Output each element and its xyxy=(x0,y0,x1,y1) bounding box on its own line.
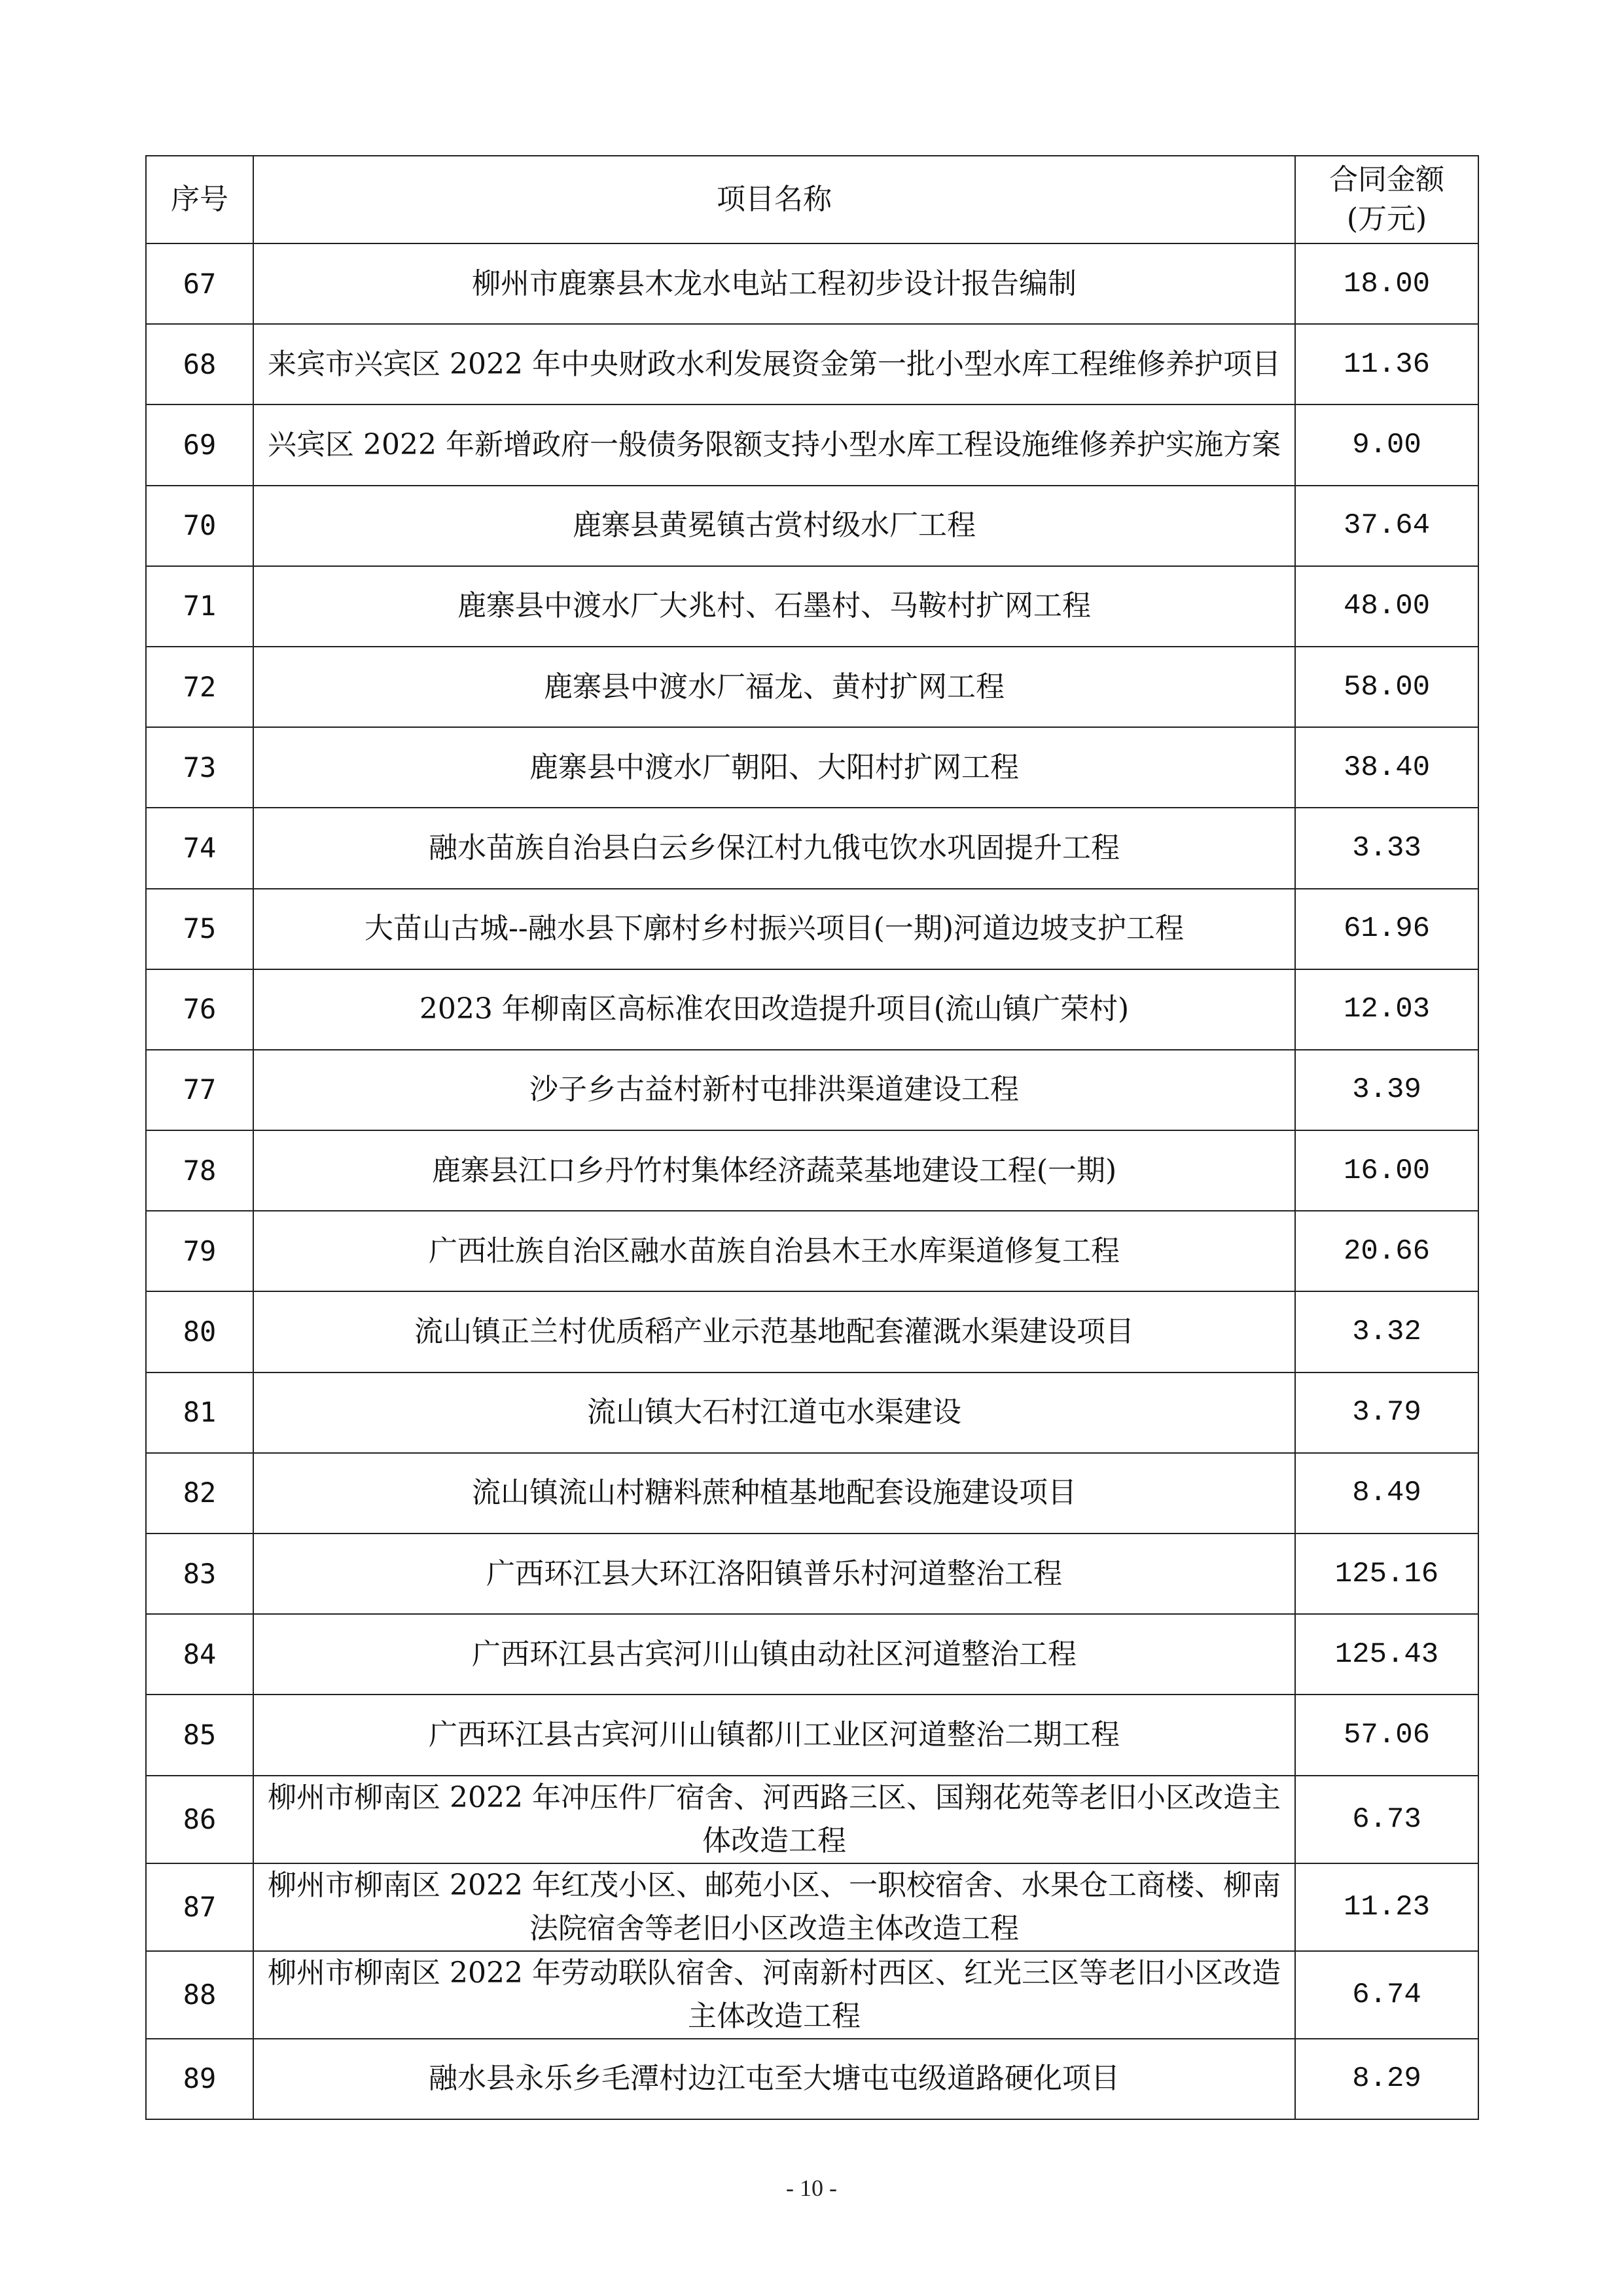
table-row xyxy=(146,2039,1478,2119)
row-index: 89 xyxy=(146,2039,253,2119)
header-contract-amount xyxy=(1295,156,1478,243)
row-index: 67 xyxy=(146,243,253,324)
row-project-name: 鹿寨县中渡水厂朝阳、大阳村扩网工程 xyxy=(253,727,1295,808)
row-project-name: 流山镇大石村江道屯水渠建设 xyxy=(253,1372,1295,1453)
row-project-name: 融水县永乐乡毛潭村边江屯至大塘屯屯级道路硬化项目 xyxy=(253,2039,1295,2119)
row-project-name: 2023 年柳南区高标准农田改造提升项目(流山镇广荣村) xyxy=(253,969,1295,1050)
table-row xyxy=(146,1130,1478,1211)
row-project-name: 大苗山古城--融水县下廓村乡村振兴项目(一期)河道边坡支护工程 xyxy=(253,889,1295,969)
table-row xyxy=(146,243,1478,324)
row-project-name: 广西壮族自治区融水苗族自治县木王水库渠道修复工程 xyxy=(253,1211,1295,1291)
table-row xyxy=(146,1211,1478,1291)
row-index: 70 xyxy=(146,486,253,566)
row-index: 87 xyxy=(146,1863,253,1951)
table-row xyxy=(146,1453,1478,1534)
row-index: 83 xyxy=(146,1534,253,1614)
row-project-name: 广西环江县古宾河川山镇都川工业区河道整治二期工程 xyxy=(253,1695,1295,1775)
row-project-name: 柳州市鹿寨县木龙水电站工程初步设计报告编制 xyxy=(253,243,1295,324)
row-contract-amount: 6.74 xyxy=(1295,1951,1478,2039)
table-row xyxy=(146,324,1478,404)
table-body xyxy=(146,243,1478,2119)
row-project-name: 流山镇正兰村优质稻产业示范基地配套灌溉水渠建设项目 xyxy=(253,1291,1295,1372)
row-index: 73 xyxy=(146,727,253,808)
row-contract-amount: 48.00 xyxy=(1295,566,1478,647)
row-project-name: 融水苗族自治县白云乡保江村九俄屯饮水巩固提升工程 xyxy=(253,808,1295,888)
row-index: 69 xyxy=(146,404,253,485)
row-contract-amount: 8.29 xyxy=(1295,2039,1478,2119)
row-project-name: 广西环江县大环江洛阳镇普乐村河道整治工程 xyxy=(253,1534,1295,1614)
row-index: 82 xyxy=(146,1453,253,1534)
row-contract-amount: 11.23 xyxy=(1295,1863,1478,1951)
table-row xyxy=(146,1776,1478,1863)
row-index: 84 xyxy=(146,1614,253,1695)
row-project-name: 沙子乡古益村新村屯排洪渠道建设工程 xyxy=(253,1050,1295,1130)
row-contract-amount: 3.79 xyxy=(1295,1372,1478,1453)
row-project-name: 鹿寨县中渡水厂大兆村、石墨村、马鞍村扩网工程 xyxy=(253,566,1295,647)
header-project-name: 项目名称 xyxy=(253,156,1295,243)
row-contract-amount: 125.16 xyxy=(1295,1534,1478,1614)
row-contract-amount: 3.39 xyxy=(1295,1050,1478,1130)
row-index: 74 xyxy=(146,808,253,888)
row-project-name: 柳州市柳南区 2022 年红茂小区、邮苑小区、一职校宿舍、水果仓工商楼、柳南法院宿舍等老旧小区改造主体改造工程 xyxy=(253,1863,1295,1951)
row-contract-amount: 58.00 xyxy=(1295,647,1478,727)
row-contract-amount: 61.96 xyxy=(1295,889,1478,969)
header-amount-line2: (万元) xyxy=(1346,202,1427,236)
table-row xyxy=(146,1291,1478,1372)
table-row xyxy=(146,486,1478,566)
table-row xyxy=(146,1372,1478,1453)
row-contract-amount: 16.00 xyxy=(1295,1130,1478,1211)
table-row xyxy=(146,647,1478,727)
table-row xyxy=(146,1695,1478,1775)
header-row xyxy=(146,156,1478,243)
row-contract-amount: 3.32 xyxy=(1295,1291,1478,1372)
row-index: 72 xyxy=(146,647,253,727)
row-contract-amount: 11.36 xyxy=(1295,324,1478,404)
row-project-name: 流山镇流山村糖料蔗种植基地配套设施建设项目 xyxy=(253,1453,1295,1534)
row-contract-amount: 20.66 xyxy=(1295,1211,1478,1291)
page-number: - 10 - xyxy=(786,2175,837,2201)
row-project-name: 柳州市柳南区 2022 年冲压件厂宿舍、河西路三区、国翔花苑等老旧小区改造主体改造工程 xyxy=(253,1776,1295,1863)
row-contract-amount: 8.49 xyxy=(1295,1453,1478,1534)
row-contract-amount: 125.43 xyxy=(1295,1614,1478,1695)
table-row xyxy=(146,404,1478,485)
row-contract-amount: 37.64 xyxy=(1295,486,1478,566)
row-index: 86 xyxy=(146,1776,253,1863)
table-row xyxy=(146,1050,1478,1130)
table-row xyxy=(146,808,1478,888)
table-header xyxy=(146,156,1478,243)
table-row xyxy=(146,1534,1478,1614)
row-index: 71 xyxy=(146,566,253,647)
row-project-name: 鹿寨县中渡水厂福龙、黄村扩网工程 xyxy=(253,647,1295,727)
row-project-name: 广西环江县古宾河川山镇由动社区河道整治工程 xyxy=(253,1614,1295,1695)
header-amount-line1: 合同金额 xyxy=(1329,163,1444,196)
row-project-name: 鹿寨县江口乡丹竹村集体经济蔬菜基地建设工程(一期) xyxy=(253,1130,1295,1211)
table-row xyxy=(146,566,1478,647)
row-index: 75 xyxy=(146,889,253,969)
row-project-name: 来宾市兴宾区 2022 年中央财政水利发展资金第一批小型水库工程维修养护项目 xyxy=(253,324,1295,404)
row-contract-amount: 18.00 xyxy=(1295,243,1478,324)
table-row xyxy=(146,969,1478,1050)
row-index: 81 xyxy=(146,1372,253,1453)
row-index: 79 xyxy=(146,1211,253,1291)
row-contract-amount: 9.00 xyxy=(1295,404,1478,485)
row-contract-amount: 6.73 xyxy=(1295,1776,1478,1863)
row-contract-amount: 12.03 xyxy=(1295,969,1478,1050)
row-contract-amount: 38.40 xyxy=(1295,727,1478,808)
table-row xyxy=(146,1951,1478,2039)
table-row xyxy=(146,727,1478,808)
table-row xyxy=(146,889,1478,969)
row-index: 76 xyxy=(146,969,253,1050)
row-contract-amount: 57.06 xyxy=(1295,1695,1478,1775)
row-project-name: 兴宾区 2022 年新增政府一般债务限额支持小型水库工程设施维修养护实施方案 xyxy=(253,404,1295,485)
table-row xyxy=(146,1863,1478,1951)
row-index: 80 xyxy=(146,1291,253,1372)
row-project-name: 柳州市柳南区 2022 年劳动联队宿舍、河南新村西区、红光三区等老旧小区改造主体改造工程 xyxy=(253,1951,1295,2039)
row-index: 68 xyxy=(146,324,253,404)
row-index: 88 xyxy=(146,1951,253,2039)
header-index: 序号 xyxy=(146,156,253,243)
project-contract-table xyxy=(145,155,1479,2120)
row-project-name: 鹿寨县黄冕镇古赏村级水厂工程 xyxy=(253,486,1295,566)
table-row xyxy=(146,1614,1478,1695)
row-index: 85 xyxy=(146,1695,253,1775)
row-contract-amount: 3.33 xyxy=(1295,808,1478,888)
row-index: 78 xyxy=(146,1130,253,1211)
row-index: 77 xyxy=(146,1050,253,1130)
